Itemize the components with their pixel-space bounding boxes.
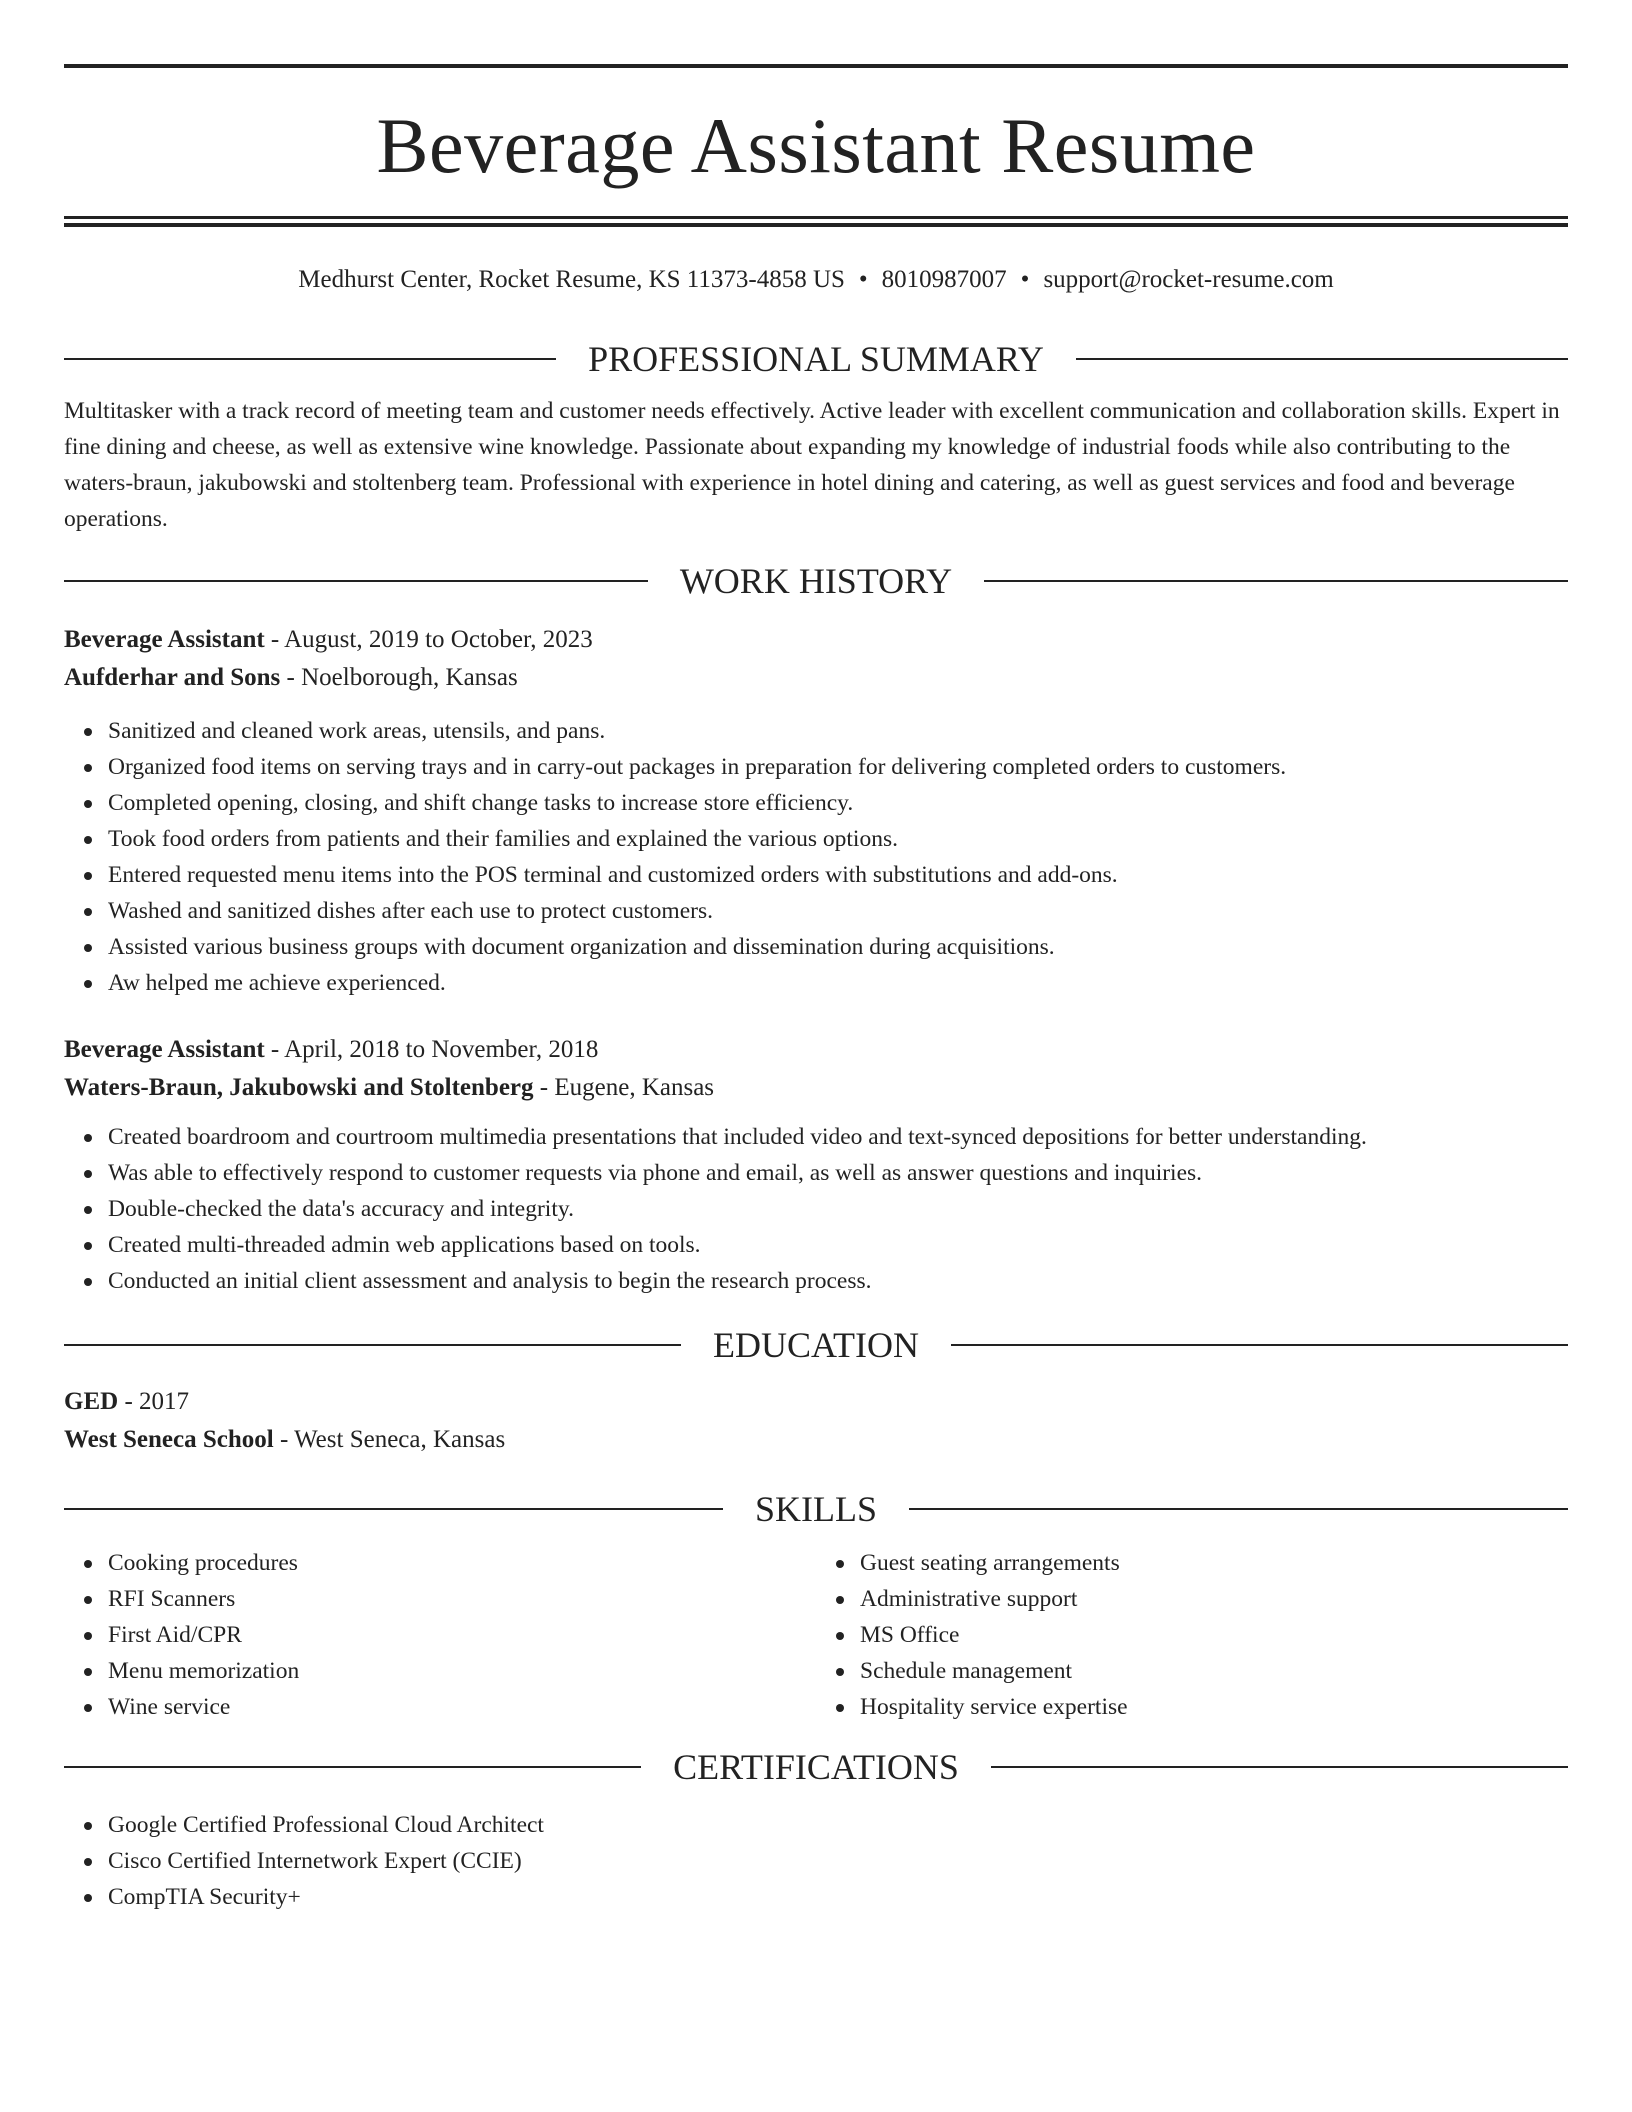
job-entry xyxy=(64,1031,1568,1299)
job-title-line xyxy=(64,1031,1568,1069)
heading-rule xyxy=(64,1508,723,1510)
list-item: Google Certified Professional Cloud Architect xyxy=(108,1807,1568,1843)
section-heading-certifications xyxy=(64,1745,1568,1789)
list-item: Took food orders from patients and their families and explained the various options. xyxy=(108,821,1568,857)
heading-rule xyxy=(64,1344,681,1346)
job-location: - Eugene, Kansas xyxy=(533,1074,715,1101)
section-title: CERTIFICATIONS xyxy=(673,1747,959,1787)
heading-rule xyxy=(64,358,556,360)
list-item: Created boardroom and courtroom multimedia presentations that included video and text-synced depositions for better understanding. xyxy=(108,1119,1568,1155)
list-item: Assisted various business groups with document organization and dissemination during acquisitions. xyxy=(108,929,1568,965)
section-title: EDUCATION xyxy=(713,1325,919,1365)
degree-line xyxy=(64,1383,1568,1421)
contact-separator: • xyxy=(1020,266,1030,293)
job-bullets xyxy=(64,713,1568,1001)
contact-address: Medhurst Center, Rocket Resume, KS 11373-4858 US xyxy=(298,266,845,293)
job-company: Waters-Braun, Jakubowski and Stoltenberg xyxy=(64,1074,534,1101)
list-item: Washed and sanitized dishes after each use to protect customers. xyxy=(108,893,1568,929)
top-rule xyxy=(64,64,1568,68)
skills-right-column xyxy=(816,1545,1568,1725)
heading-rule xyxy=(991,1766,1568,1768)
section-title: SKILLS xyxy=(755,1489,878,1529)
heading-rule xyxy=(1076,358,1568,360)
list-item: RFI Scanners xyxy=(108,1581,816,1617)
list-item: Completed opening, closing, and shift change tasks to increase store efficiency. xyxy=(108,785,1568,821)
job-title-line xyxy=(64,621,1568,659)
title-double-rule xyxy=(64,216,1568,227)
contact-line xyxy=(64,263,1568,297)
contact-separator: • xyxy=(858,266,868,293)
section-heading-education xyxy=(64,1323,1568,1367)
section-heading-summary xyxy=(64,337,1568,381)
job-company: Aufderhar and Sons xyxy=(64,664,281,691)
job-title: Beverage Assistant xyxy=(64,626,265,653)
list-item: Wine service xyxy=(108,1689,816,1725)
heading-rule xyxy=(984,580,1568,582)
page-title: Beverage Assistant Resume xyxy=(376,102,1256,189)
job-title: Beverage Assistant xyxy=(64,1036,265,1063)
section-heading-work-history xyxy=(64,559,1568,603)
job-bullets xyxy=(64,1119,1568,1299)
list-item: CompTIA Security+ xyxy=(108,1879,1568,1915)
job-dates: - April, 2018 to November, 2018 xyxy=(264,1036,599,1063)
heading-rule xyxy=(64,580,648,582)
list-item: Created multi-threaded admin web applications based on tools. xyxy=(108,1227,1568,1263)
list-item: Hospitality service expertise xyxy=(860,1689,1568,1725)
list-item: Entered requested menu items into the POS terminal and customized orders with substitutions and add-ons. xyxy=(108,857,1568,893)
school-location: - West Seneca, Kansas xyxy=(273,1426,506,1453)
list-item: First Aid/CPR xyxy=(108,1617,816,1653)
heading-rule xyxy=(64,1766,641,1768)
list-item: Schedule management xyxy=(860,1653,1568,1689)
heading-rule xyxy=(909,1508,1568,1510)
list-item: Cisco Certified Internetwork Expert (CCIE) xyxy=(108,1843,1568,1879)
job-entry xyxy=(64,621,1568,1001)
job-company-line xyxy=(64,659,1568,697)
education-entry xyxy=(64,1383,1568,1459)
list-item: Guest seating arrangements xyxy=(860,1545,1568,1581)
degree: GED xyxy=(64,1388,119,1415)
list-item: Administrative support xyxy=(860,1581,1568,1617)
list-item: Double-checked the data's accuracy and integrity. xyxy=(108,1191,1568,1227)
section-heading-skills xyxy=(64,1487,1568,1531)
school-name: West Seneca School xyxy=(64,1426,274,1453)
section-title: PROFESSIONAL SUMMARY xyxy=(588,339,1044,379)
contact-email[interactable]: support@rocket-resume.com xyxy=(1043,266,1334,293)
school-line xyxy=(64,1421,1568,1459)
skills-left-column xyxy=(64,1545,816,1725)
job-dates: - August, 2019 to October, 2023 xyxy=(264,626,593,653)
skills-grid xyxy=(64,1545,1568,1725)
list-item: Organized food items on serving trays and in carry-out packages in preparation for delivering completed orders to customers. xyxy=(108,749,1568,785)
contact-phone: 8010987007 xyxy=(881,266,1007,293)
list-item: Was able to effectively respond to customer requests via phone and email, as well as answer questions and inquiries. xyxy=(108,1155,1568,1191)
list-item: MS Office xyxy=(860,1617,1568,1653)
heading-rule xyxy=(951,1344,1568,1346)
job-company-line xyxy=(64,1069,1568,1107)
list-item: Conducted an initial client assessment and analysis to begin the research process. xyxy=(108,1263,1568,1299)
list-item: Cooking procedures xyxy=(108,1545,816,1581)
degree-year: - 2017 xyxy=(118,1388,190,1415)
list-item: Aw helped me achieve experienced. xyxy=(108,965,1568,1001)
section-title: WORK HISTORY xyxy=(679,561,953,601)
list-item: Menu memorization xyxy=(108,1653,816,1689)
summary-text: Multitasker with a track record of meeting team and customer needs effectively. Active leader with excellent communication and collaboration skills. Expert in fine dining and cheese, as well as extensive wine knowledge. Passionate about expanding my knowledge of industrial foods while also contributing to the waters-braun, jakubowski and stoltenberg team. Professional with experience in hotel dining and catering, as well as guest services and food and beverage operations. xyxy=(64,398,1560,532)
list-item: Sanitized and cleaned work areas, utensils, and pans. xyxy=(108,713,1568,749)
job-location: - Noelborough, Kansas xyxy=(280,664,518,691)
certifications-list xyxy=(64,1807,1568,1915)
